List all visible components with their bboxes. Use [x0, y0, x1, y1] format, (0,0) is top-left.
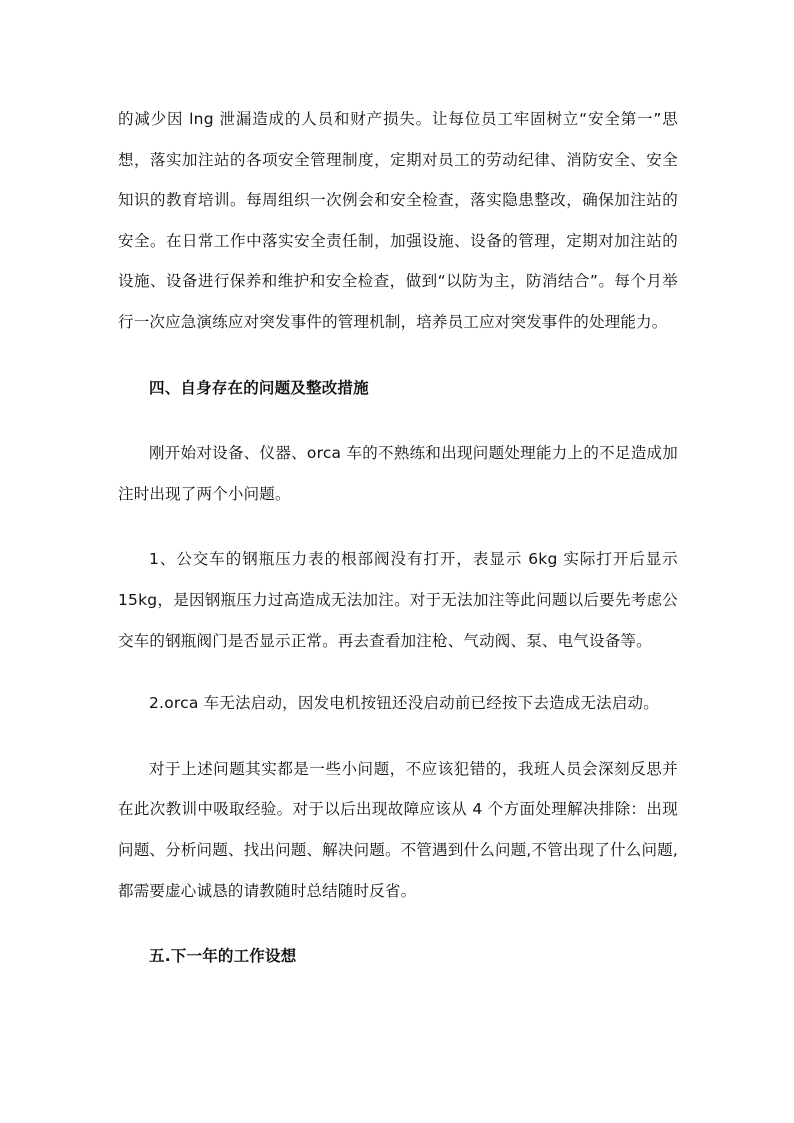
paragraph-safety-management: 的减少因 lng 泄漏造成的人员和财产损失。让每位员工牢固树立“安全第一”思想，落实加注站的各项安全管理制度，定期对员工的劳动纪律、消防安全、安全知识的教育培训。每周组织一次例会和安全检查，落实隐患整改，确保加注站的安全。在日常工作中落实安全责任制，加强设施、设备的管理，定期对加注站的设施、设备进行保养和维护和安全检查，做到“以防为主，防消结合”。每个月举行一次应急演练应对突发事件的管理机制，培养员工应对突发事件的处理能力。 — [118, 110, 678, 331]
paragraph-problems-intro: 刚开始对设备、仪器、orca 车的不熟练和出现问题处理能力上的不足造成加注时出现了两个小问题。 — [118, 444, 678, 503]
section-heading-problems: 四、自身存在的问题及整改措施 — [149, 378, 369, 397]
paragraph-reflection: 对于上述问题其实都是一些小问题，不应该犯错的，我班人员会深刻反思并在此次教训中吸取经验。对于以后出现故障应该从 4 个方面处理解决排除：出现问题、分析问题、找出问题、解决问题。不管遇到什么问题,不管出现了什么问题,都需要虚心诚恳的请教随时总结随时反省。 — [118, 759, 678, 900]
paragraph-problem-2: 2.orca 车无法启动，因发电机按钮还没启动前已经按下去造成无法启动。 — [149, 694, 659, 713]
paragraph-problem-1: 1、公交车的钢瓶压力表的根部阀没有打开，表显示 6kg 实际打开后显示 15kg，是因钢瓶压力过高造成无法加注。对于无法加注等此问题以后要先考虑公交车的钢瓶阀门是否显示正常。再去查看加注枪、气动阀、泵、电气设备等。 — [118, 550, 678, 650]
section-heading-next-year: 五.下一年的工作设想 — [149, 947, 297, 966]
document-body — [118, 99, 678, 977]
